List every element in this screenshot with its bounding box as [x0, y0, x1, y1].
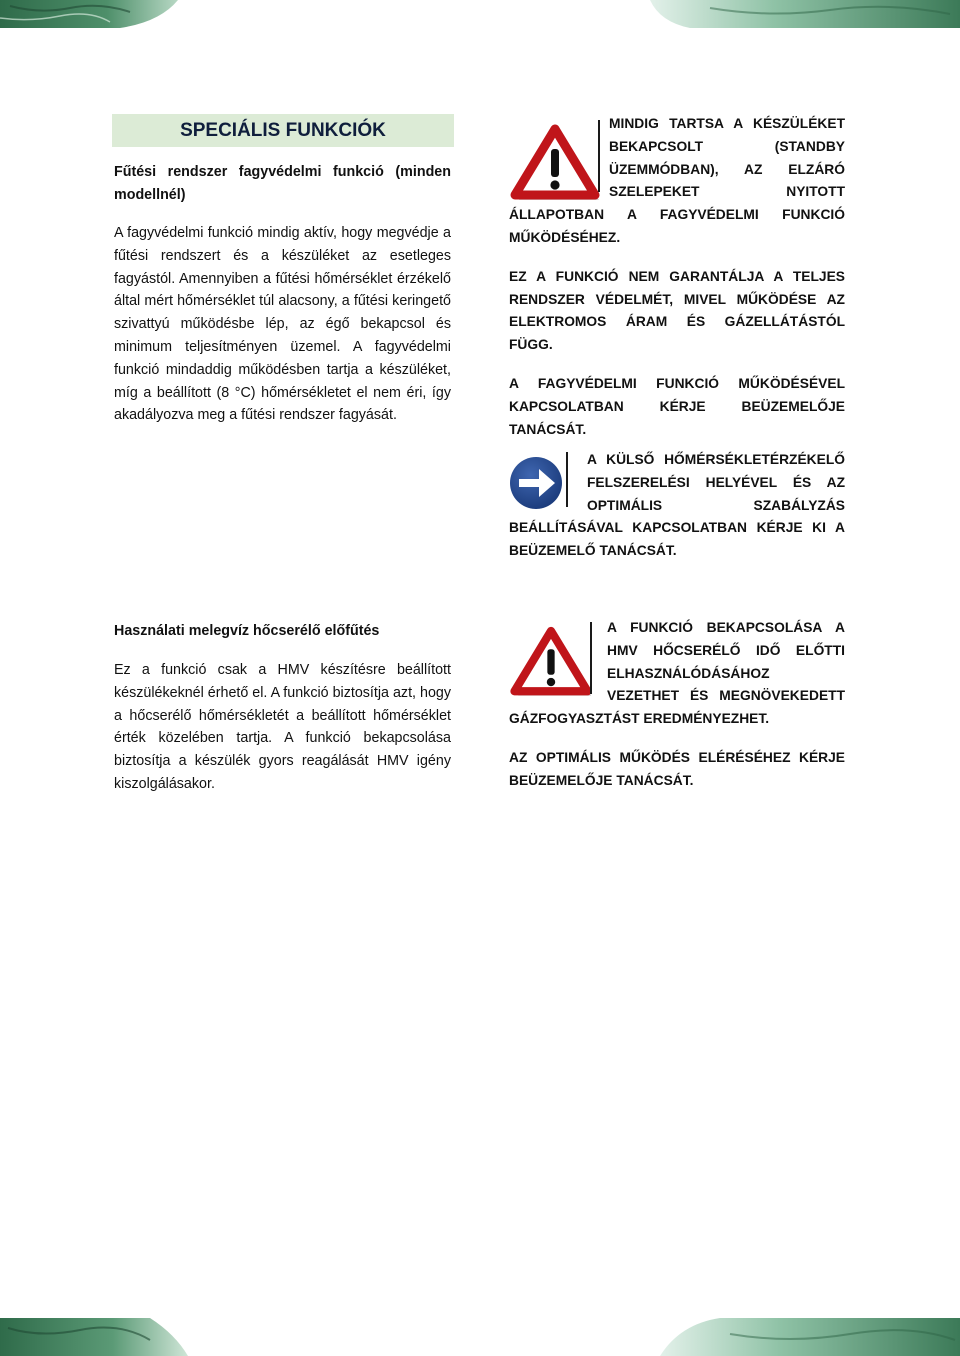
frost-warning-line-1: MINDIG TARTSA A KÉSZÜLÉKET BEKAPCSOLT (STANDBY ÜZEMMÓDBAN), AZ ELZÁRÓ SZELEPEKET NYITOTT ÁLLAPOTBAN A FAGYVÉDELMI FUNKCIÓ MŰKÖDÉSÉHEZ.	[509, 116, 845, 245]
arrow-right-circle-icon	[509, 453, 569, 513]
frost-warning-line-3: A FAGYVÉDELMI FUNKCIÓ MŰKÖDÉSÉVEL KAPCSOLATBAN KÉRJE BEÜZEMELŐJE TANÁCSÁT.	[509, 375, 845, 437]
warning-triangle-icon	[509, 625, 593, 699]
hmv-preheat-body: Ez a funkció csak a HMV készítésre beállított készülékeknél érhető el. A funkció biztosítja azt, hogy a hőcserélő hőmérsékletét a beállított hőmérséklet érték közelében tartja. A funkció bekapcsolása biztosítja a készülék gyors reagálását HMV igény kiszolgálásakor.	[114, 662, 451, 792]
frost-protection-body: A fagyvédelmi funkció mindig aktív, hogy megvédje a fűtési rendszert és a készüléket az esetleges fagyástól. Amennyiben a fűtési hőmérséklet érzékelő által mért hőmérséklet túl alacsony, a fűtési keringető szivattyú működésbe lép, az égő bekapcsol és minimum teljesítményen üzemel. A fagyvédelmi funkció mindaddig működésben tartja a készüléket, míg a beállított (8 °C) hőmérsékletet el nem éri, így akadályozva meg a fűtési rendszer fagyását.	[114, 225, 451, 424]
frost-warning-notice	[509, 113, 845, 457]
hmv-warning-divider	[590, 622, 592, 694]
bottom-right-decoration	[640, 1314, 960, 1356]
bottom-left-decoration	[0, 1314, 190, 1356]
sensor-info-text: A KÜLSŐ HŐMÉRSÉKLETÉRZÉKELŐ FELSZERELÉSI HELYÉVEL ÉS AZ OPTIMÁLIS SZABÁLYZÁS BEÁLLÍTÁSÁVAL KAPCSOLATBAN KÉRJE KI A BEÜZEMELŐ TANÁCSÁT.	[509, 452, 845, 559]
frost-warning-line-2: EZ A FUNKCIÓ NEM GARANTÁLJA A TELJES RENDSZER VÉDELMÉT, MIVEL MŰKÖDÉSE AZ ELEKTROMOS ÁRAM ÉS GÁZELLÁTÁSTÓL FÜGG.	[509, 268, 845, 353]
frost-warning-divider	[598, 120, 600, 192]
hmv-warning-line-1: A FUNKCIÓ BEKAPCSOLÁSA A HMV HŐCSERÉLŐ IDŐ ELŐTTI ELHASZNÁLÓDÁSÁHOZ VEZETHET ÉS MEGNÖVEKEDETT GÁZFOGYASZTÁST EREDMÉNYEZHET.	[509, 620, 845, 727]
warning-triangle-icon	[509, 123, 601, 203]
top-left-decoration	[0, 0, 180, 30]
hmv-preheat-heading: Használati melegvíz hőcserélő előfűtés	[114, 623, 380, 639]
sensor-info-divider	[566, 452, 568, 507]
top-right-decoration	[650, 0, 960, 30]
frost-protection-heading: Fűtési rendszer fagyvédelmi funkció (minden modellnél)	[114, 164, 451, 203]
sensor-info-notice	[509, 449, 845, 579]
hmv-warning-notice	[509, 617, 845, 809]
section-title: SPECIÁLIS FUNKCIÓK	[112, 114, 454, 147]
hmv-warning-line-2: AZ OPTIMÁLIS MŰKÖDÉS ELÉRÉSÉHEZ KÉRJE BEÜZEMELŐJE TANÁCSÁT.	[509, 749, 845, 788]
